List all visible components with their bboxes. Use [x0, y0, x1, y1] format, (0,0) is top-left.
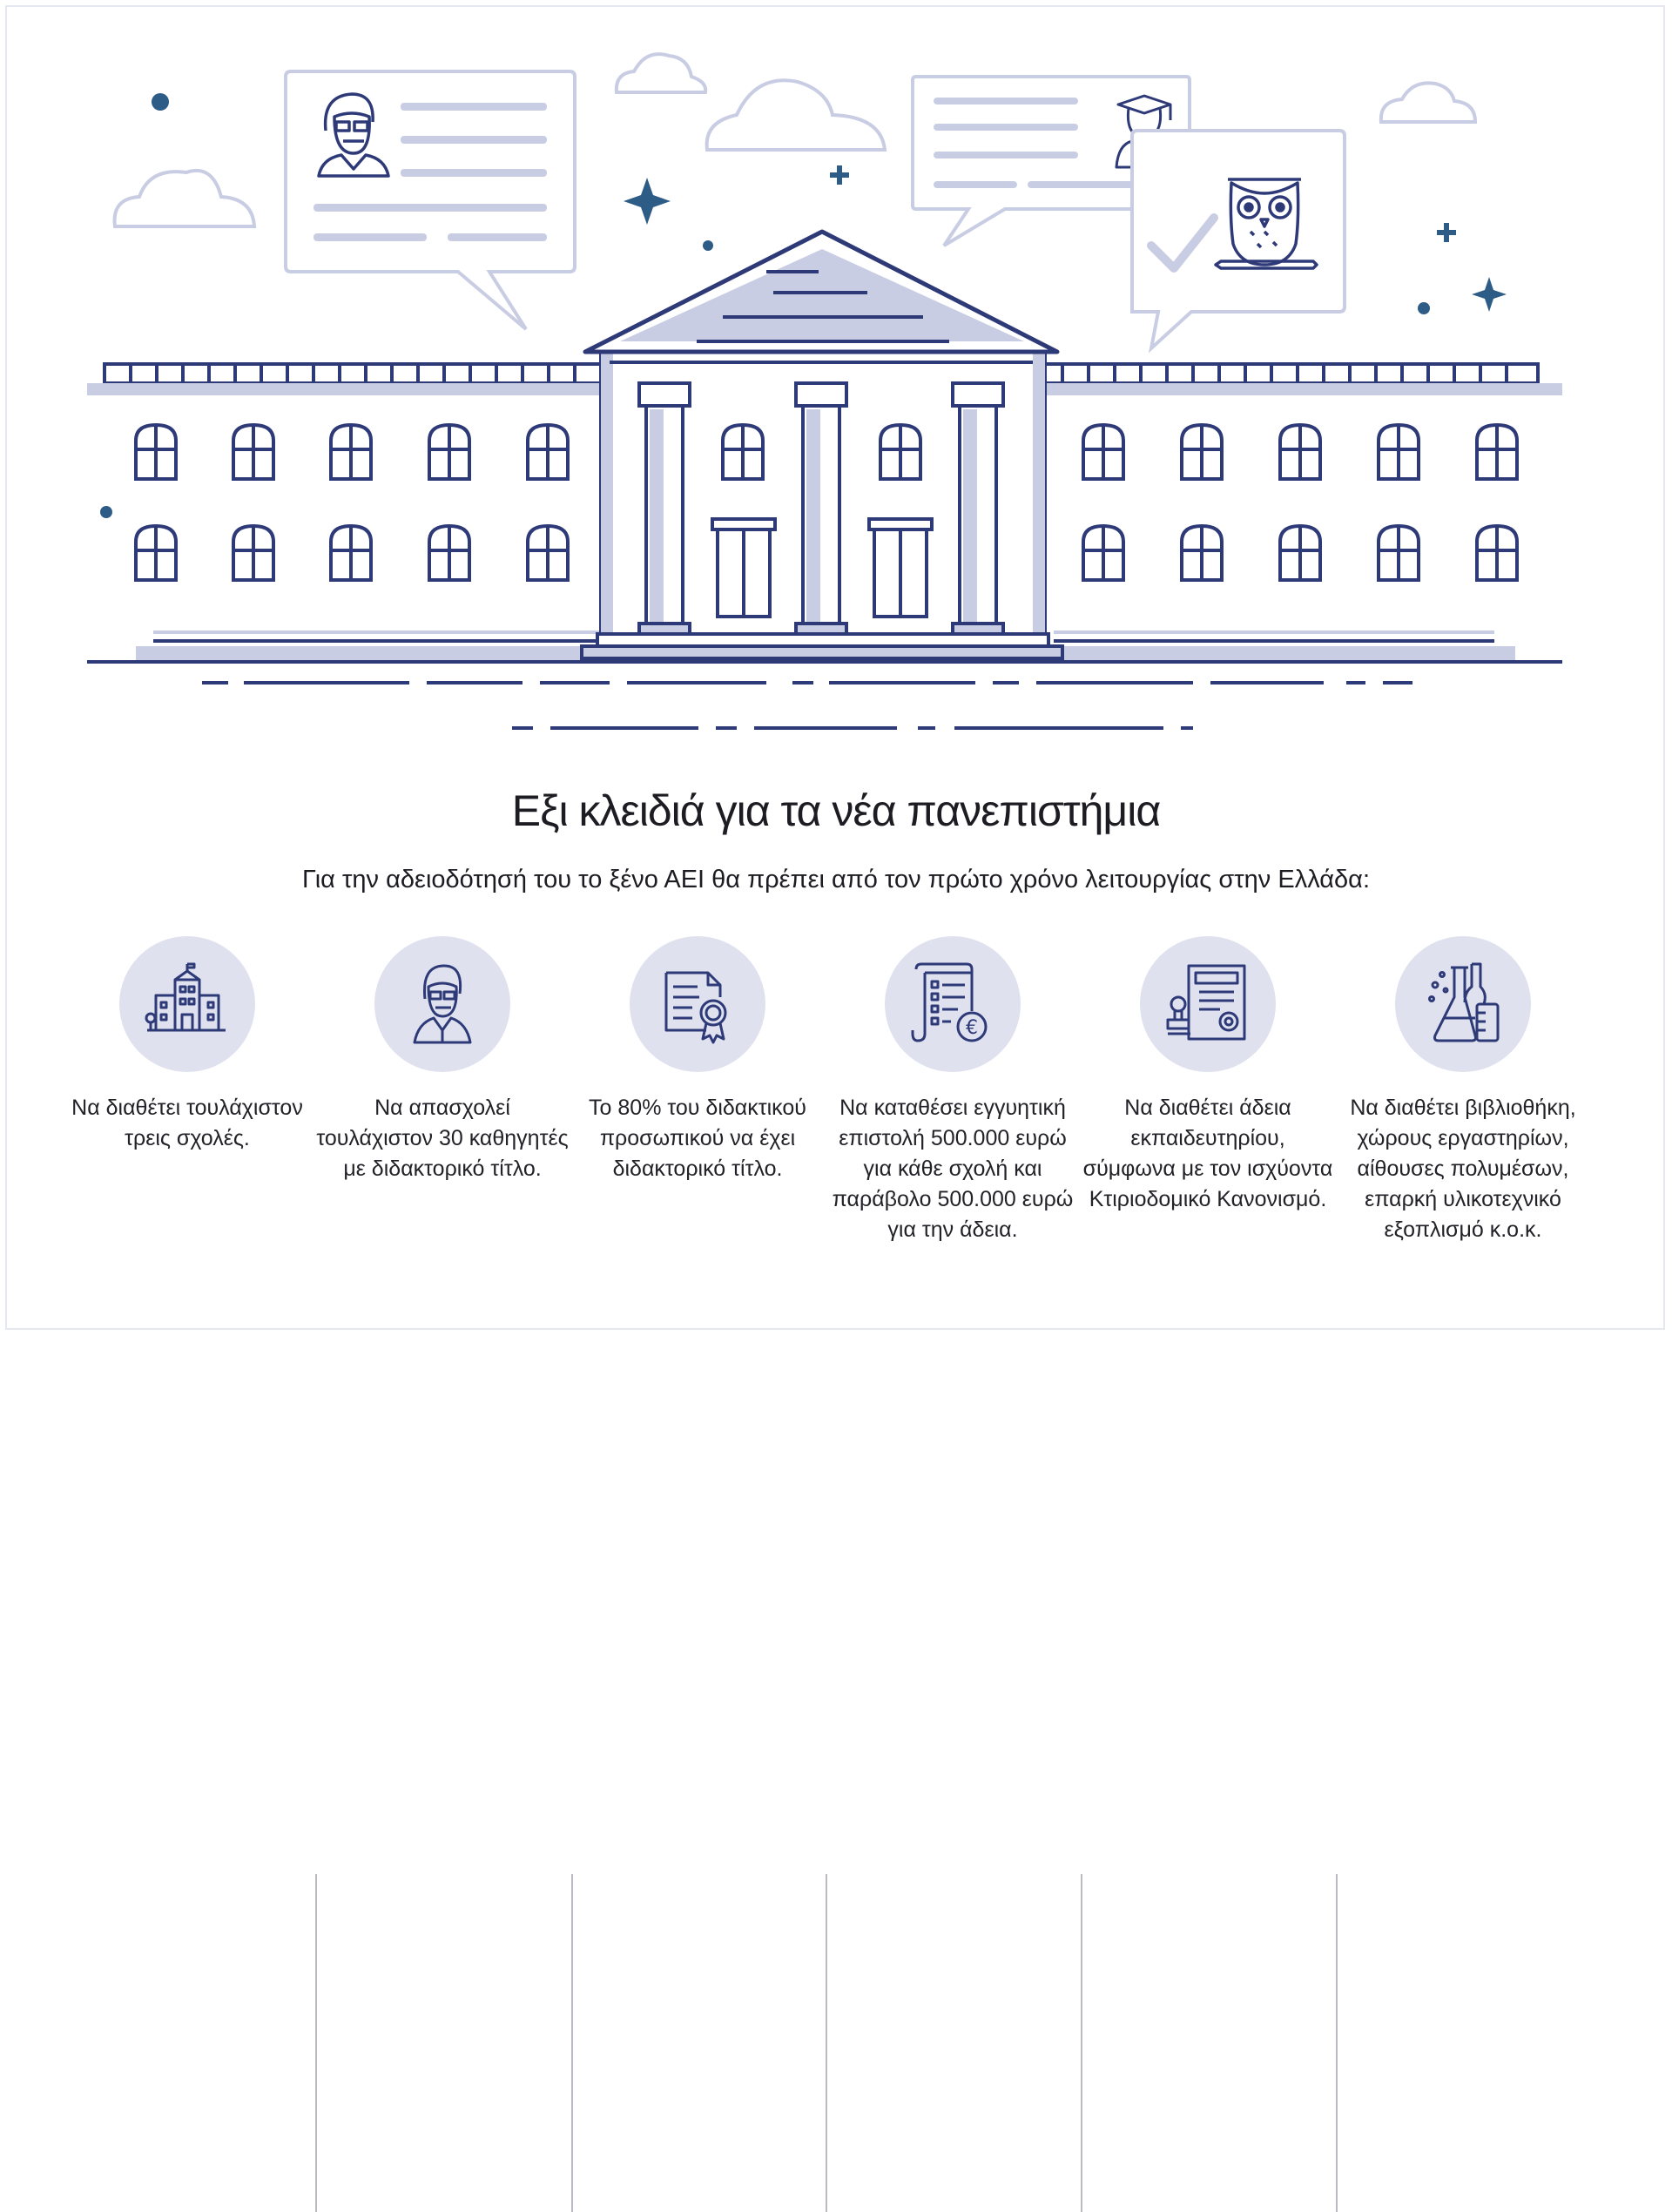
school-building-icon	[144, 961, 231, 1048]
key-text: Να διαθέτει βιβλιοθήκη, χώρους εργαστηρίων, αίθουσες πολυμέσων, επαρκή υλικοτεχνικό εξοπλισμό κ.ο.κ.	[1350, 1096, 1576, 1242]
euro-document-icon	[909, 961, 996, 1048]
key-icon-circle	[1395, 936, 1531, 1072]
key-icon-circle	[630, 936, 765, 1072]
key-text: Να απασχολεί τουλάχιστον 30 καθηγητές με διδακτορικό τίτλο.	[316, 1096, 569, 1181]
key-text: Το 80% του διδακτικού προσωπικού να έχει διδακτορικό τίτλο.	[589, 1096, 806, 1181]
page-subtitle: Για την αδειοδότησή του το ξένο ΑΕΙ θα πρέπει από τον πρώτο χρόνο λειτουργίας στην Ελλάδα:	[301, 866, 1370, 894]
road-lines	[202, 683, 1412, 728]
divider	[1081, 1874, 1082, 2212]
key-item-5	[1082, 936, 1334, 1276]
key-item-1	[61, 936, 314, 1276]
key-icon-circle	[119, 936, 255, 1072]
university-illustration	[0, 0, 1672, 749]
divider	[571, 1874, 573, 2212]
key-item-3	[571, 936, 824, 1276]
key-icon-circle	[885, 936, 1021, 1072]
key-icon-circle	[374, 936, 510, 1072]
speech-bubble-professor	[286, 71, 575, 329]
key-text: Να διαθέτει άδεια εκπαιδευτηρίου, σύμφωνα με τον ισχύοντα Κτιριοδομικό Κανονισμό.	[1082, 1096, 1333, 1211]
divider	[315, 1874, 317, 2212]
certificate-icon	[654, 961, 741, 1048]
key-icon-circle	[1140, 936, 1276, 1072]
professor-icon	[399, 961, 486, 1048]
stamp-license-icon	[1164, 961, 1251, 1048]
key-text: Να διαθέτει τουλάχιστον τρεις σχολές.	[71, 1096, 303, 1150]
divider	[1336, 1874, 1338, 2212]
speech-bubble-owl	[1132, 131, 1345, 348]
key-item-2	[316, 936, 569, 1276]
keys-row	[61, 936, 1611, 1276]
key-text: Να καταθέσει εγγυητική επιστολή 500.000 ευρώ για κάθε σχολή και παράβολο 500.000 ευρώ για την άδεια.	[832, 1096, 1074, 1242]
lab-flasks-icon	[1419, 961, 1507, 1048]
euro-symbol: €	[966, 1017, 978, 1039]
key-item-6	[1337, 936, 1589, 1276]
key-item-4	[826, 936, 1079, 1276]
divider	[826, 1874, 827, 2212]
page-title: Εξι κλειδιά για τα νέα πανεπιστήμια	[511, 786, 1161, 835]
